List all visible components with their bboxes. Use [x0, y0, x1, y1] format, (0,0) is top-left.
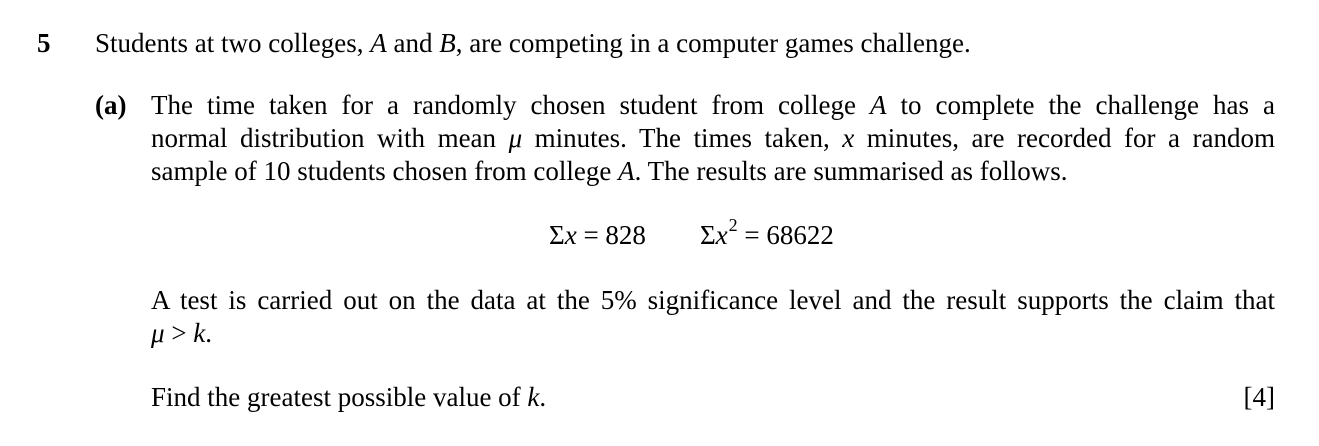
part-a-paragraph — [151, 89, 1275, 188]
text-run: Find the greatest possible value of — [151, 382, 528, 412]
college-a-var: A — [870, 90, 887, 120]
part-a-line-2 — [151, 122, 1275, 155]
mu-symbol: μ — [508, 123, 523, 153]
test-paragraph — [151, 284, 1275, 350]
summary-formula — [549, 215, 834, 255]
x-var: x — [715, 220, 728, 250]
stem-text: , are competing in a computer games challenge. — [455, 28, 971, 58]
text-run: . — [205, 318, 213, 348]
k-var: k — [193, 318, 206, 348]
text-run: . — [539, 382, 547, 412]
sum-x-value: = 828 — [576, 220, 646, 250]
text-run: The time taken for a randomly chosen student from college — [151, 90, 871, 120]
stem-text: Students at two colleges, — [95, 28, 371, 58]
question-number: 5 — [37, 28, 51, 58]
marks-badge: [4] — [1243, 382, 1275, 412]
sum-x-squared-value: = 68622 — [737, 220, 834, 250]
sigma-symbol: Σ — [699, 220, 716, 250]
x-var: x — [564, 220, 577, 250]
text-run: . The results are summarised as follows. — [634, 156, 1068, 186]
x-var: x — [842, 123, 855, 153]
text-run: to complete the challenge has a — [886, 90, 1276, 120]
part-a-line-1 — [151, 89, 1275, 122]
part-a-label: (a) — [95, 90, 127, 120]
greater-than: > — [164, 318, 194, 348]
stem-college-b: B — [439, 28, 456, 58]
mu-symbol: μ — [151, 318, 165, 348]
k-var: k — [527, 382, 540, 412]
test-line-1: A test is carried out on the data at the 5% significance level and the result supports the claim that — [151, 285, 1275, 315]
text-run: minutes, are recorded for a random — [854, 123, 1275, 153]
test-line-2 — [151, 317, 1275, 350]
stem-text: and — [386, 28, 440, 58]
sigma-symbol: Σ — [549, 220, 565, 250]
text-run: minutes. The times taken, — [522, 123, 843, 153]
text-run: sample of 10 students chosen from college — [151, 156, 619, 186]
stem-college-a: A — [370, 28, 387, 58]
college-a-var: A — [618, 156, 635, 186]
text-run: normal distribution with mean — [151, 123, 509, 153]
part-a-line-3 — [151, 155, 1275, 188]
find-instruction — [151, 381, 546, 414]
question-stem — [95, 27, 971, 60]
exponent: 2 — [728, 215, 738, 235]
